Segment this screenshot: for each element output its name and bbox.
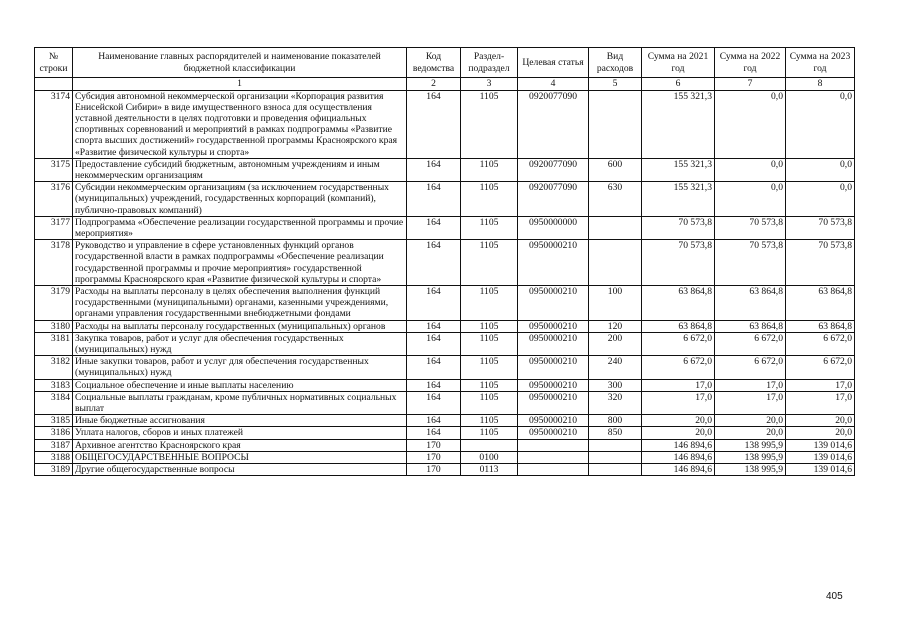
row-expense-type-cell: 850 [589,427,642,439]
row-number-cell: 3181 [35,332,73,355]
row-sum-2022-cell: 0,0 [715,158,786,181]
row-section-cell: 1105 [461,427,518,439]
row-sum-2022-cell: 20,0 [715,427,786,439]
row-number-cell: 3187 [35,439,73,451]
row-sum-2021-cell: 146 894,6 [642,439,715,451]
row-sum-2023-cell: 139 014,6 [786,451,855,463]
column-number: 2 [407,78,461,91]
row-sum-2023-cell: 6 672,0 [786,332,855,355]
row-sum-2022-cell: 17,0 [715,379,786,391]
row-number-cell: 3176 [35,182,73,217]
row-dept-code-cell: 164 [407,90,461,158]
row-sum-2023-cell: 63 864,8 [786,320,855,332]
row-section-cell: 1105 [461,379,518,391]
column-number-row [35,78,855,91]
row-dept-code-cell: 164 [407,320,461,332]
row-expense-type-cell: 120 [589,320,642,332]
row-sum-2021-cell: 6 672,0 [642,332,715,355]
row-target-article-cell: 0950000210 [518,285,589,320]
row-sum-2022-cell: 63 864,8 [715,285,786,320]
row-name-cell: Субсидии некоммерческим организациям (за исключением государственных (муниципальных) учреждений, государственных корпораций (компаний), публично-правовых компаний) [73,182,407,217]
row-sum-2023-cell: 17,0 [786,379,855,391]
row-expense-type-cell: 630 [589,182,642,217]
row-number-cell: 3185 [35,415,73,427]
row-sum-2021-cell: 20,0 [642,415,715,427]
row-dept-code-cell: 164 [407,415,461,427]
row-sum-2022-cell: 70 573,8 [715,216,786,239]
row-section-cell: 1105 [461,240,518,286]
table-row [35,158,855,181]
column-number: 6 [642,78,715,91]
row-dept-code-cell: 170 [407,451,461,463]
row-target-article-cell: 0920077090 [518,182,589,217]
row-sum-2021-cell: 146 894,6 [642,464,715,476]
row-sum-2023-cell: 0,0 [786,90,855,158]
row-sum-2023-cell: 0,0 [786,158,855,181]
row-dept-code-cell: 164 [407,356,461,379]
row-target-article-cell [518,451,589,463]
row-sum-2022-cell: 70 573,8 [715,240,786,286]
table-row [35,90,855,158]
row-sum-2021-cell: 146 894,6 [642,451,715,463]
row-name-cell: Руководство и управление в сфере установленных функций органов государственной власти в рамках подпрограммы «Обеспечение реализации государственной программы и прочие мероприятия» государственной программы Красноярского края «Развитие физической культуры и спорта» [73,240,407,286]
header-sum-2021: Сумма на 2021 год [642,48,715,78]
row-dept-code-cell: 164 [407,379,461,391]
table-header-row [35,48,855,78]
page-number: 405 [826,591,843,602]
row-section-cell: 1105 [461,415,518,427]
row-number-cell: 3177 [35,216,73,239]
row-number-cell: 3182 [35,356,73,379]
table-row [35,415,855,427]
row-name-cell: Иные закупки товаров, работ и услуг для обеспечения государственных (муниципальных) нужд [73,356,407,379]
row-dept-code-cell: 164 [407,216,461,239]
row-dept-code-cell: 170 [407,464,461,476]
row-dept-code-cell: 164 [407,240,461,286]
row-name-cell: Уплата налогов, сборов и иных платежей [73,427,407,439]
row-sum-2023-cell: 70 573,8 [786,240,855,286]
row-sum-2021-cell: 70 573,8 [642,216,715,239]
row-name-cell: Расходы на выплаты персоналу государственных (муниципальных) органов [73,320,407,332]
row-number-cell: 3188 [35,451,73,463]
header-section: Раздел- подраздел [461,48,518,78]
budget-table [34,47,855,476]
column-number: 7 [715,78,786,91]
row-sum-2023-cell: 70 573,8 [786,216,855,239]
row-sum-2022-cell: 138 995,9 [715,439,786,451]
row-sum-2022-cell: 0,0 [715,182,786,217]
row-expense-type-cell [589,216,642,239]
row-dept-code-cell: 170 [407,439,461,451]
row-sum-2022-cell: 138 995,9 [715,464,786,476]
row-name-cell: Предоставление субсидий бюджетным, автономным учреждениям и иным некоммерческим организациям [73,158,407,181]
row-expense-type-cell [589,240,642,286]
row-section-cell: 1105 [461,356,518,379]
row-section-cell: 1105 [461,216,518,239]
row-name-cell: Иные бюджетные ассигнования [73,415,407,427]
table-row [35,451,855,463]
row-number-cell: 3174 [35,90,73,158]
row-name-cell: Расходы на выплаты персоналу в целях обеспечения выполнения функций государственными (муниципальными) органами, казенными учреждениями, органами управления государственными внебюджетными фондами [73,285,407,320]
row-dept-code-cell: 164 [407,391,461,414]
row-sum-2022-cell: 0,0 [715,90,786,158]
row-sum-2021-cell: 155 321,3 [642,182,715,217]
row-sum-2022-cell: 20,0 [715,415,786,427]
header-sum-2022: Сумма на 2022 год [715,48,786,78]
row-target-article-cell [518,464,589,476]
row-dept-code-cell: 164 [407,285,461,320]
column-number [35,78,73,91]
row-sum-2021-cell: 70 573,8 [642,240,715,286]
row-number-cell: 3184 [35,391,73,414]
row-sum-2022-cell: 138 995,9 [715,451,786,463]
row-expense-type-cell: 240 [589,356,642,379]
row-expense-type-cell [589,439,642,451]
row-sum-2023-cell: 139 014,6 [786,464,855,476]
column-number: 1 [73,78,407,91]
row-section-cell [461,439,518,451]
row-sum-2021-cell: 17,0 [642,379,715,391]
row-section-cell: 0113 [461,464,518,476]
row-expense-type-cell: 200 [589,332,642,355]
row-target-article-cell: 0950000210 [518,415,589,427]
row-name-cell: Субсидия автономной некоммерческой организации «Корпорация развития Енисейской Сибири» в виде имущественного взноса для осуществления уставной деятельности в целях подготовки и проведения официальных спортивных соревнований и мероприятий в рамках подпрограммы «Развитие спорта высших достижений» государственной программы Красноярского края «Развитие физической культуры и спорта» [73,90,407,158]
table-row [35,439,855,451]
row-name-cell: Архивное агентство Красноярского края [73,439,407,451]
row-name-cell: ОБЩЕГОСУДАРСТВЕННЫЕ ВОПРОСЫ [73,451,407,463]
row-expense-type-cell [589,90,642,158]
table-row [35,356,855,379]
row-expense-type-cell: 800 [589,415,642,427]
row-sum-2021-cell: 6 672,0 [642,356,715,379]
header-expense-type: Вид расходов [589,48,642,78]
row-sum-2022-cell: 17,0 [715,391,786,414]
row-sum-2022-cell: 63 864,8 [715,320,786,332]
row-number-cell: 3175 [35,158,73,181]
row-number-cell: 3179 [35,285,73,320]
table-row [35,320,855,332]
row-target-article-cell: 0950000210 [518,320,589,332]
table-row [35,379,855,391]
row-dept-code-cell: 164 [407,158,461,181]
header-name: Наименование главных распорядителей и наименование показателей бюджетной классификации [73,48,407,78]
row-section-cell: 1105 [461,320,518,332]
row-sum-2021-cell: 20,0 [642,427,715,439]
row-dept-code-cell: 164 [407,182,461,217]
row-sum-2021-cell: 63 864,8 [642,285,715,320]
header-dept-code: Код ведомства [407,48,461,78]
table-row [35,240,855,286]
header-sum-2023: Сумма на 2023 год [786,48,855,78]
row-dept-code-cell: 164 [407,332,461,355]
row-target-article-cell: 0950000210 [518,391,589,414]
row-section-cell: 0100 [461,451,518,463]
row-section-cell: 1105 [461,391,518,414]
row-number-cell: 3189 [35,464,73,476]
row-target-article-cell: 0950000000 [518,216,589,239]
column-number: 3 [461,78,518,91]
row-name-cell: Социальные выплаты гражданам, кроме публичных нормативных социальных выплат [73,391,407,414]
row-sum-2023-cell: 0,0 [786,182,855,217]
table-row [35,427,855,439]
column-number: 4 [518,78,589,91]
row-sum-2022-cell: 6 672,0 [715,356,786,379]
row-sum-2023-cell: 139 014,6 [786,439,855,451]
table-row [35,182,855,217]
row-target-article-cell: 0950000210 [518,379,589,391]
row-section-cell: 1105 [461,158,518,181]
table-row [35,464,855,476]
table-row [35,391,855,414]
row-target-article-cell: 0920077090 [518,158,589,181]
row-number-cell: 3180 [35,320,73,332]
column-number: 5 [589,78,642,91]
row-sum-2022-cell: 6 672,0 [715,332,786,355]
row-sum-2021-cell: 63 864,8 [642,320,715,332]
header-row-no: № строки [35,48,73,78]
row-name-cell: Социальное обеспечение и иные выплаты населению [73,379,407,391]
table-row [35,285,855,320]
row-target-article-cell: 0950000210 [518,356,589,379]
row-sum-2023-cell: 63 864,8 [786,285,855,320]
row-name-cell: Другие общегосударственные вопросы [73,464,407,476]
row-section-cell: 1105 [461,285,518,320]
row-target-article-cell: 0920077090 [518,90,589,158]
row-sum-2021-cell: 17,0 [642,391,715,414]
row-expense-type-cell: 100 [589,285,642,320]
row-target-article-cell [518,439,589,451]
row-sum-2021-cell: 155 321,3 [642,158,715,181]
row-number-cell: 3186 [35,427,73,439]
row-dept-code-cell: 164 [407,427,461,439]
header-target-article: Целевая статья [518,48,589,78]
row-expense-type-cell [589,451,642,463]
row-target-article-cell: 0950000210 [518,332,589,355]
row-target-article-cell: 0950000210 [518,427,589,439]
table-row [35,216,855,239]
row-sum-2023-cell: 6 672,0 [786,356,855,379]
row-section-cell: 1105 [461,332,518,355]
row-expense-type-cell: 600 [589,158,642,181]
row-section-cell: 1105 [461,90,518,158]
column-number: 8 [786,78,855,91]
row-sum-2023-cell: 17,0 [786,391,855,414]
row-expense-type-cell: 300 [589,379,642,391]
row-name-cell: Закупка товаров, работ и услуг для обеспечения государственных (муниципальных) нужд [73,332,407,355]
row-number-cell: 3183 [35,379,73,391]
row-sum-2021-cell: 155 321,3 [642,90,715,158]
row-section-cell: 1105 [461,182,518,217]
row-sum-2023-cell: 20,0 [786,427,855,439]
table-row [35,332,855,355]
row-expense-type-cell: 320 [589,391,642,414]
row-sum-2023-cell: 20,0 [786,415,855,427]
row-target-article-cell: 0950000210 [518,240,589,286]
row-name-cell: Подпрограмма «Обеспечение реализации государственной программы и прочие мероприятия» [73,216,407,239]
row-expense-type-cell [589,464,642,476]
row-number-cell: 3178 [35,240,73,286]
